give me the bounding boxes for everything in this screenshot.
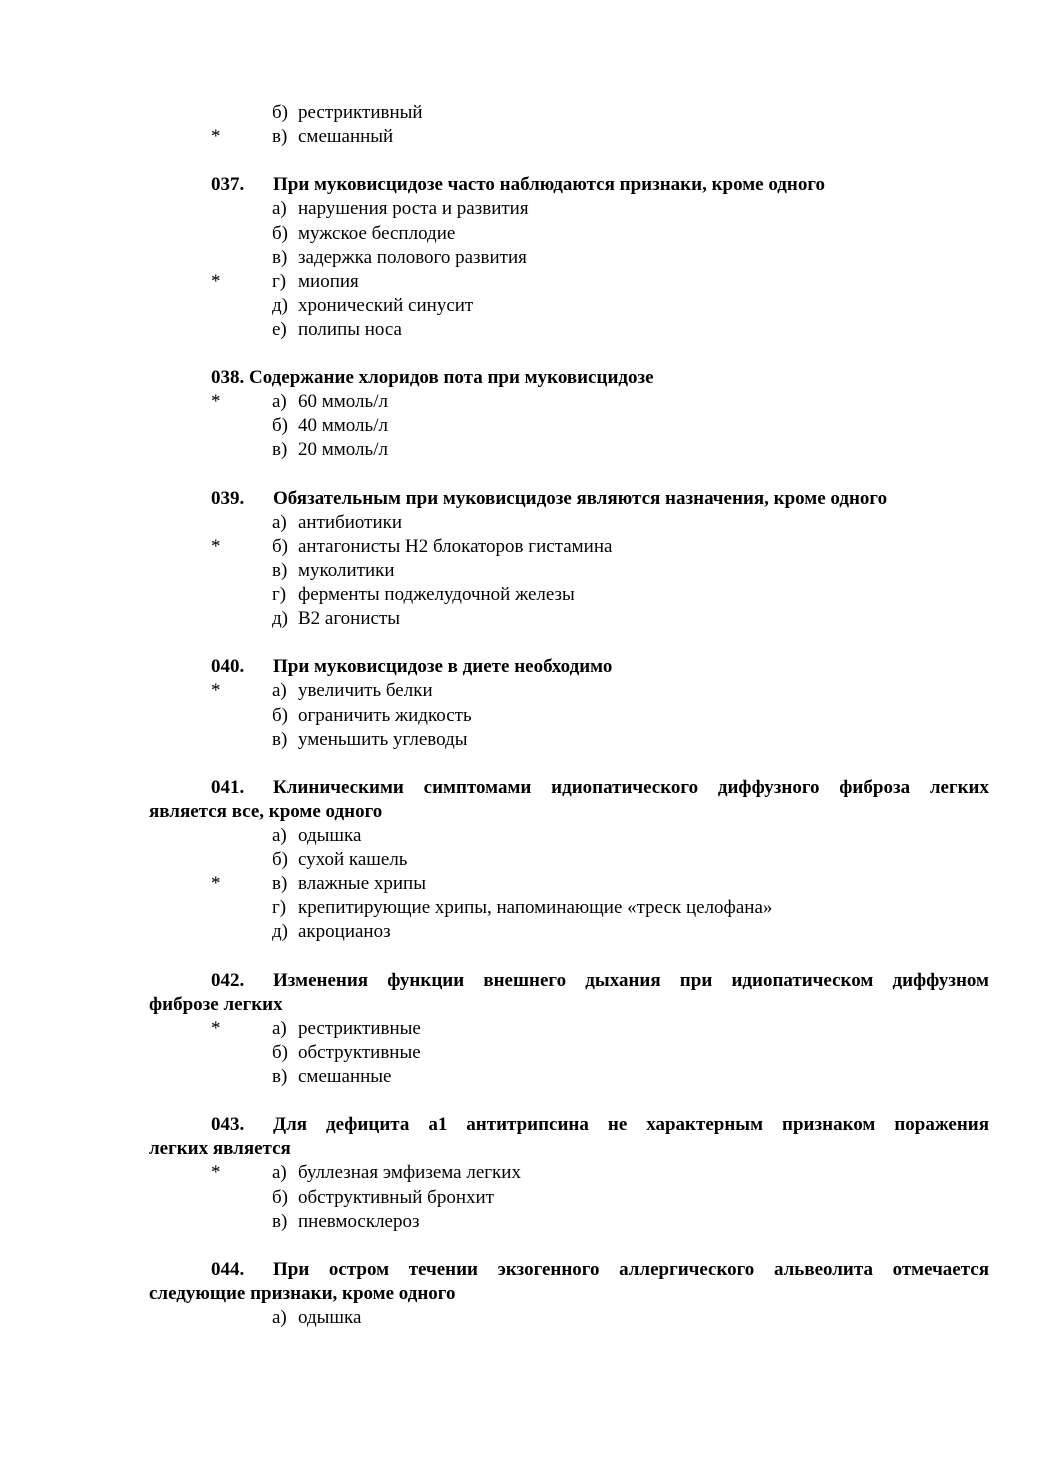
question-line	[0, 366, 1039, 390]
option-letter: е)	[272, 318, 287, 340]
option-text: антибиотики	[298, 511, 403, 533]
answer-option	[0, 197, 1039, 221]
option-letter: д)	[272, 921, 288, 943]
question-line	[0, 173, 1039, 197]
question-line	[0, 969, 1039, 993]
option-text: мужское бесплодие	[298, 222, 456, 244]
question-number: 037.	[211, 174, 245, 196]
question-line	[0, 1113, 1039, 1137]
question-text: Обязательным при муковисцидозе являются назначения, кроме одного	[273, 487, 888, 509]
correct-answer-marker: *	[211, 535, 221, 557]
answer-option	[0, 294, 1039, 318]
answer-option	[0, 728, 1039, 752]
question-line	[0, 776, 1039, 800]
question-number: 042.	[211, 969, 245, 991]
question-text: При муковисцидозе часто наблюдаются признаки, кроме одного	[273, 174, 826, 196]
correct-answer-marker: *	[211, 270, 221, 292]
answer-option	[0, 414, 1039, 438]
correct-answer-marker: *	[211, 1017, 221, 1039]
option-letter: б)	[272, 222, 288, 244]
question-text-continuation: является все, кроме одного	[149, 800, 383, 822]
answer-option	[0, 438, 1039, 462]
answer-option	[0, 270, 1039, 294]
option-text: задержка полового развития	[298, 246, 527, 268]
answer-option	[0, 1041, 1039, 1065]
question-continuation-line	[0, 800, 1039, 824]
option-text: сухой кашель	[298, 849, 408, 871]
correct-answer-marker: *	[211, 680, 221, 702]
option-letter: б)	[272, 849, 288, 871]
answer-option	[0, 824, 1039, 848]
correct-answer-marker: *	[211, 126, 221, 148]
question-continuation-line	[0, 993, 1039, 1017]
option-text: ферменты поджелудочной железы	[298, 584, 575, 605]
option-text: В2 агонисты	[298, 608, 401, 630]
option-text: обструктивные	[298, 1041, 421, 1063]
option-letter: в)	[272, 728, 288, 750]
option-text: влажные хрипы	[298, 873, 426, 895]
answer-option	[0, 1306, 1039, 1330]
option-text: полипы носа	[298, 318, 402, 340]
option-text: одышка	[298, 825, 362, 846]
answer-option	[0, 896, 1039, 920]
question-number: 044.	[211, 1258, 245, 1280]
question-text-continuation: легких является	[149, 1138, 291, 1160]
option-text: смешанные	[298, 1066, 392, 1087]
question-continuation-line	[0, 1282, 1039, 1306]
answer-option	[0, 101, 1039, 125]
question-text-continuation: фиброзе легких	[149, 993, 283, 1015]
question-number: 039.	[211, 487, 245, 509]
option-letter: г)	[272, 897, 287, 919]
option-letter: в)	[272, 873, 288, 895]
option-text: рестриктивные	[298, 1017, 421, 1039]
option-letter: а)	[272, 391, 287, 413]
option-letter: б)	[272, 1041, 288, 1063]
option-text: акроцианоз	[298, 921, 391, 943]
answer-option	[0, 511, 1039, 535]
option-text: хронический синусит	[298, 294, 474, 316]
option-letter: в)	[272, 1066, 288, 1087]
option-text: уменьшить углеводы	[298, 728, 468, 750]
question-continuation-line	[0, 1137, 1039, 1161]
option-text: буллезная эмфизема легких	[298, 1162, 521, 1184]
option-letter: г)	[272, 270, 287, 292]
question-number: 040.	[211, 656, 245, 678]
option-text: нарушения роста и развития	[298, 198, 529, 220]
option-text: ограничить жидкость	[298, 704, 472, 726]
correct-answer-marker: *	[211, 1162, 221, 1184]
option-letter: в)	[272, 126, 288, 148]
option-text: увеличить белки	[298, 680, 433, 702]
option-letter: а)	[272, 1307, 287, 1328]
option-letter: в)	[272, 1210, 288, 1232]
option-letter: а)	[272, 1162, 287, 1184]
answer-option	[0, 222, 1039, 246]
answer-option	[0, 535, 1039, 559]
answer-option	[0, 1186, 1039, 1210]
option-letter: д)	[272, 294, 288, 316]
question-text: Для дефицита а1 антитрипсина не характерным признаком поражения	[273, 1114, 989, 1136]
option-text: миопия	[298, 270, 359, 292]
answer-option	[0, 1065, 1039, 1089]
option-text: смешанный	[298, 126, 394, 148]
option-letter: б)	[272, 704, 288, 726]
option-letter: б)	[272, 535, 288, 557]
option-letter: г)	[272, 584, 287, 605]
option-text: одышка	[298, 1307, 362, 1328]
option-text: пневмосклероз	[298, 1210, 420, 1232]
option-text: крепитирующие хрипы, напоминающие «треск целофана»	[298, 897, 773, 919]
option-letter: в)	[272, 559, 288, 581]
option-letter: в)	[272, 246, 288, 268]
question-line	[0, 487, 1039, 511]
option-letter: д)	[272, 608, 288, 630]
option-text: рестриктивный	[298, 102, 423, 123]
question-text: При остром течении экзогенного аллергического альвеолита отмечается	[273, 1258, 989, 1280]
question-text: Изменения функции внешнего дыхания при идиопатическом диффузном	[273, 969, 989, 991]
option-text: 40 ммоль/л	[298, 415, 388, 437]
answer-option	[0, 318, 1039, 342]
answer-option	[0, 607, 1039, 631]
option-text: антагонисты Н2 блокаторов гистамина	[298, 535, 613, 557]
correct-answer-marker: *	[211, 391, 221, 413]
answer-option	[0, 559, 1039, 583]
option-letter: б)	[272, 415, 288, 437]
option-letter: б)	[272, 1186, 288, 1208]
answer-option	[0, 583, 1039, 607]
answer-option	[0, 125, 1039, 149]
answer-option	[0, 679, 1039, 703]
question-number: 041.	[211, 776, 245, 798]
answer-option	[0, 1161, 1039, 1185]
answer-option	[0, 872, 1039, 896]
question-text: 038. Содержание хлоридов пота при муковисцидозе	[211, 367, 654, 389]
answer-option	[0, 246, 1039, 270]
option-text: 20 ммоль/л	[298, 439, 388, 461]
answer-option	[0, 920, 1039, 944]
option-letter: а)	[272, 511, 287, 533]
option-text: 60 ммоль/л	[298, 391, 388, 413]
option-text: обструктивный бронхит	[298, 1186, 494, 1208]
answer-option	[0, 390, 1039, 414]
answer-option	[0, 848, 1039, 872]
question-text: При муковисцидозе в диете необходимо	[273, 656, 613, 678]
question-text-continuation: следующие признаки, кроме одного	[149, 1282, 456, 1304]
question-number: 043.	[211, 1114, 245, 1136]
answer-option	[0, 704, 1039, 728]
question-line	[0, 1258, 1039, 1282]
option-letter: б)	[272, 102, 288, 123]
answer-option	[0, 1210, 1039, 1234]
option-letter: а)	[272, 1017, 287, 1039]
question-text: Клиническими симптомами идиопатического диффузного фиброза легких	[273, 776, 989, 798]
option-letter: в)	[272, 439, 288, 461]
option-letter: а)	[272, 825, 287, 846]
question-line	[0, 655, 1039, 679]
correct-answer-marker: *	[211, 873, 221, 895]
answer-option	[0, 1017, 1039, 1041]
option-letter: а)	[272, 198, 287, 220]
option-letter: а)	[272, 680, 287, 702]
option-text: муколитики	[298, 559, 395, 581]
